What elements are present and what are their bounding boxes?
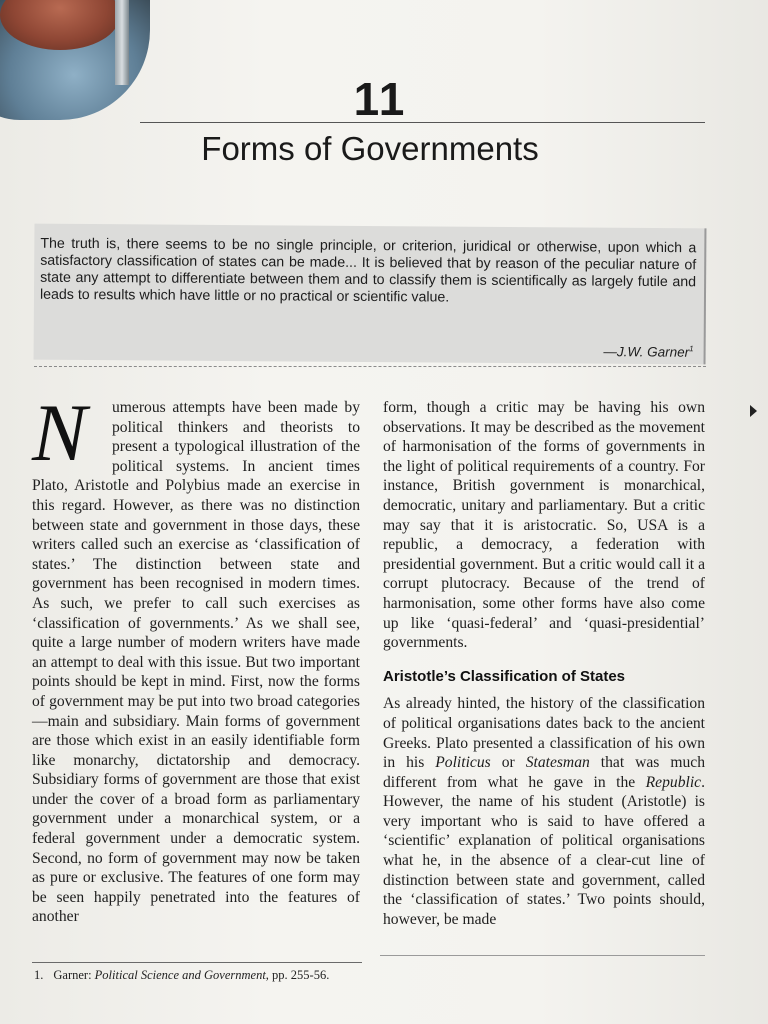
p2-text-b: that was much different from what he gave in the [383,754,705,791]
footnote-number: 1. [34,968,44,982]
work-politicus: Politicus [435,754,491,772]
right-paragraph-1: form, though a critic may be having his own observations. It may be described as the movement of harmonisation of the forms of governments in the light of political requirements of a country. For instance, British government is monarchical, democratic, unitary and parliamentary. But a critic may say that it is aristocratic. So, USA is a republic, a democracy, a federation with presidential government. But a critic would call it a corrupt plutocracy. Because of the trend of harmonisation, some other forms have also come up like ‘quasi-federal’ and ‘quasi-presidential’ governments. [383,399,705,652]
epigraph-box [34,224,707,365]
body-paragraph [32,387,360,927]
epigraph-footnote-ref: 1 [689,344,694,354]
body-left-column [32,387,360,927]
column-bottom-rule [380,955,705,956]
work-statesman: Statesman [525,754,590,772]
chapter-number: 11 [353,73,407,125]
body-right-column [383,398,705,929]
footnote [34,968,634,983]
work-republic: Republic [645,773,702,791]
footnote-pages: , pp. 255-56. [265,968,330,982]
epigraph-attribution [603,340,693,361]
chapter-rule [140,122,705,123]
left-column-text: umerous attempts have been made by political thinkers and theorists to present a typological illustration of the political systems. In ancient times Plato, Aristotle and Polybius made an exercise in this regard. However, as there was no distinction between state and government in those days, these writers called such an exercise as ‘classification of states.’ The distinction between state and government has been recognised in modern times. As such, we prefer to call such exercises as ‘classification of governments.’ As we shall see, quite a large number of modern writers have made an attempt to deal with this issue. But two important points should be kept in mind. First, now the forms of government may be put into two broad categories—main and subsidiary. Main forms of government are those which exist in an easily identifiable form like monarchy, dictatorship and democracy. Subsidiary forms of government are those that exist under the cover of a broad form as parliamentary government under a monarchical system, or a federal government under a democratic system. Second, no form of government may now be taken as pure or exclusive. The features of one form may be seen happily penetrated into the features of another [32,399,360,926]
epigraph-text: The truth is, there seems to be no single principle, or criterion, juridical or otherwise, upon which a satisfactory classification of states can be made... It is believed that by reason of the peculiar nature of state any attempt to differentiate between them and to classify them is scientifically as largely futile and leads to results which have little or no practical or scientific value. [39,235,697,306]
epigraph-rule [34,366,706,367]
footnote-author: Garner: [53,968,95,982]
drop-cap: N [32,387,87,478]
footnote-rule [32,962,362,963]
p2-text-c: . However, the name of his student (Aristotle) is very important who is said to have offered a ‘scientific’ explanation of political organisations what he, in the absence of a clear-cut line of distinction between state and government, called the ‘classification of states.’ Two points should, however, be made [383,773,705,928]
footnote-work: Political Science and Government [94,968,266,982]
p2-text-a: As already hinted, the history of the classification of political organisations dates back to the ancient Greeks. Plato presented a classification of his own in his [383,695,705,772]
right-paragraph-2 [383,694,705,929]
epigraph-author: —J.W. Garner [603,344,690,360]
p2-or: or [490,754,526,772]
page-edge-mark [750,405,757,417]
chapter-title: Forms of Governments [201,130,539,167]
section-heading: Aristotle’s Classification of States [383,667,626,685]
